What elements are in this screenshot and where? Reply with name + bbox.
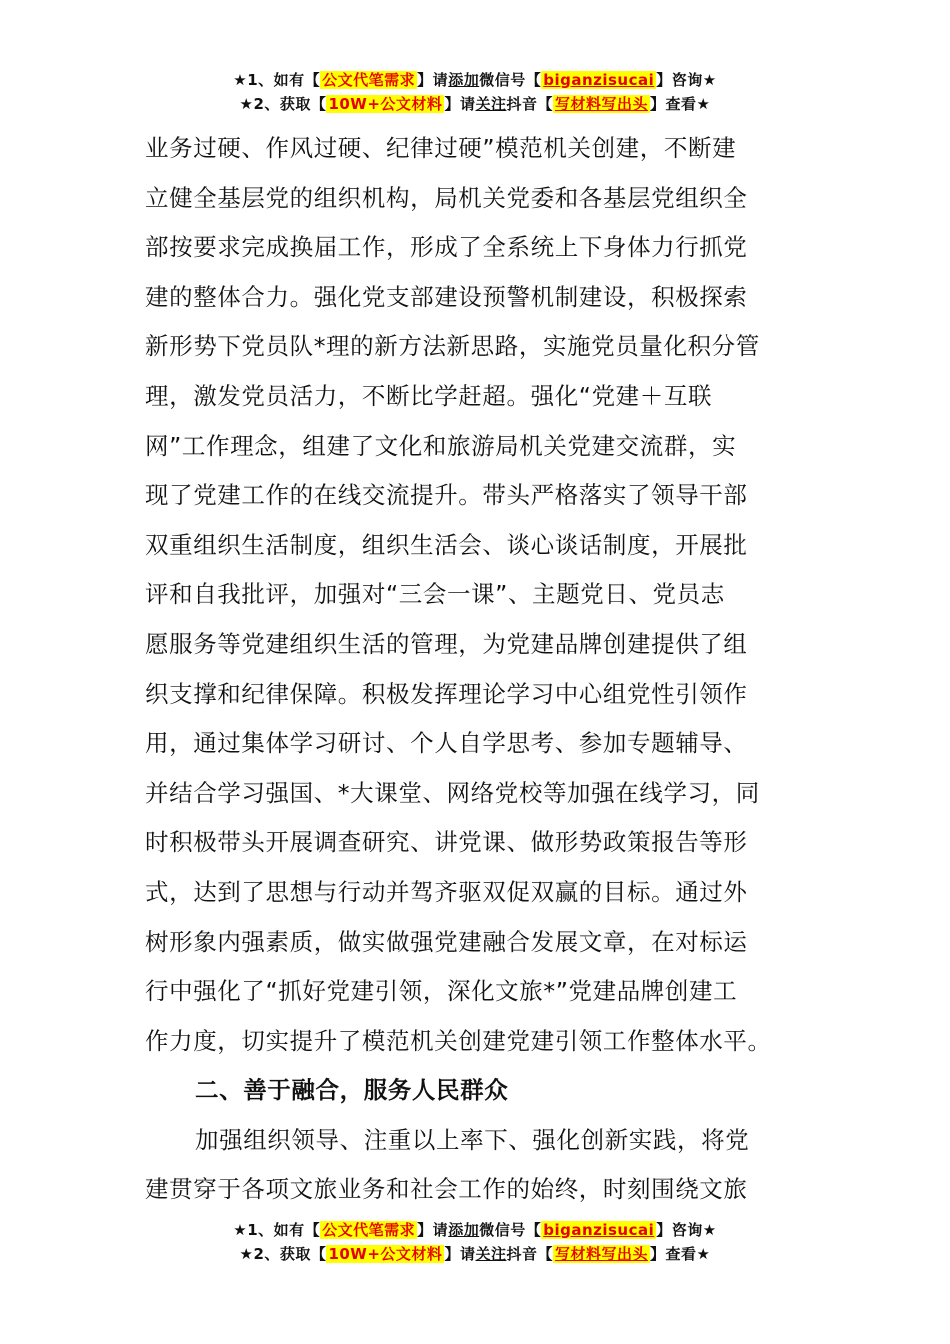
- add-emphasis: 添加: [448, 71, 480, 89]
- banner-text: 微信号【: [479, 71, 542, 89]
- body-line: 新形势下党员队*理的新方法新思路，实施党员量化积分管: [145, 332, 760, 361]
- body-line: 部按要求完成换届工作，形成了全系统上下身体力行抓党: [145, 233, 748, 262]
- follow-emphasis: 关注: [475, 95, 507, 113]
- banner-line-2: [0, 1242, 950, 1266]
- add-emphasis: 添加: [448, 1221, 480, 1239]
- body-line: 作力度，切实提升了模范机关创建党建引领工作整体水平。: [145, 1026, 772, 1055]
- banner-text: 】请: [417, 71, 449, 89]
- body-line: 加强组织领导、注重以上率下、强化创新实践，将党: [195, 1125, 750, 1154]
- body-line: 立健全基层党的组织机构，局机关党委和各基层党组织全: [145, 183, 748, 212]
- follow-emphasis: 关注: [475, 1245, 507, 1263]
- body-line: 树形象内强素质，做实做强党建融合发展文章，在对标运: [145, 927, 748, 956]
- banner-text: ★2、获取【: [239, 95, 327, 113]
- body-line: 网”工作理念，组建了文化和旅游局机关党建交流群，实: [145, 431, 737, 460]
- banner-text: 】查看★: [650, 95, 711, 113]
- banner-text: 】请: [417, 1221, 449, 1239]
- body-line: 行中强化了“抓好党建引领，深化文旅*”党建品牌创建工: [145, 977, 738, 1006]
- body-line: 建贯穿于各项文旅业务和社会工作的始终，时刻围绕文旅: [145, 1175, 748, 1204]
- body-line: 并结合学习强国、*大课堂、网络党校等加强在线学习，同: [145, 778, 760, 807]
- wechat-id-link[interactable]: biganzisucai: [543, 71, 655, 89]
- body-line: 织支撑和纪律保障。积极发挥理论学习中心组党性引领作: [145, 679, 748, 708]
- body-line: 理，激发党员活力，不断比学赶超。强化“党建＋互联: [145, 381, 713, 410]
- banner-text: 】咨询★: [656, 71, 717, 89]
- banner-text: ★1、如有【: [233, 1221, 321, 1239]
- douyin-account-link[interactable]: 写材料写出头: [554, 1245, 648, 1263]
- document-body: [145, 124, 810, 1215]
- banner-text: ★1、如有【: [233, 71, 321, 89]
- banner-text: ★2、获取【: [239, 1245, 327, 1263]
- materials-tag: 10W+公文材料: [328, 95, 443, 113]
- banner-text: 抖音【: [506, 1245, 553, 1263]
- wechat-id-link[interactable]: biganzisucai: [543, 1221, 655, 1239]
- body-line: 评和自我批评，加强对“三会一课”、主题党日、党员志: [145, 580, 725, 609]
- douyin-account-link[interactable]: 写材料写出头: [554, 95, 648, 113]
- banner-line-2: [0, 92, 950, 116]
- footer-banner: [0, 1218, 950, 1266]
- body-line: 建的整体合力。强化党支部建设预警机制建设，积极探索: [145, 282, 748, 311]
- writing-service-tag: 公文代笔需求: [322, 71, 416, 89]
- section-heading: 二、善于融合，服务人民群众: [195, 1076, 509, 1105]
- banner-text: 微信号【: [479, 1221, 542, 1239]
- banner-text: 】请: [444, 95, 476, 113]
- writing-service-tag: 公文代笔需求: [322, 1221, 416, 1239]
- banner-text: 】咨询★: [656, 1221, 717, 1239]
- banner-line-1: [0, 68, 950, 92]
- body-line: 用，通过集体学习研讨、个人自学思考、参加专题辅导、: [145, 729, 748, 758]
- body-line: 式，达到了思想与行动并驾齐驱双促双赢的目标。通过外: [145, 877, 748, 906]
- body-line: 愿服务等党建组织生活的管理，为党建品牌创建提供了组: [145, 629, 748, 658]
- banner-line-1: [0, 1218, 950, 1242]
- body-line: 业务过硬、作风过硬、纪律过硬”模范机关创建，不断建: [145, 134, 737, 162]
- body-line: 时积极带头开展调查研究、讲党课、做形势政策报告等形: [145, 828, 748, 857]
- body-line: 现了党建工作的在线交流提升。带头严格落实了领导干部: [145, 481, 748, 510]
- banner-text: 抖音【: [506, 95, 553, 113]
- header-banner: [0, 68, 950, 116]
- banner-text: 】请: [444, 1245, 476, 1263]
- banner-text: 】查看★: [650, 1245, 711, 1263]
- materials-tag: 10W+公文材料: [328, 1245, 443, 1263]
- body-line: 双重组织生活制度，组织生活会、谈心谈话制度，开展批: [145, 530, 748, 559]
